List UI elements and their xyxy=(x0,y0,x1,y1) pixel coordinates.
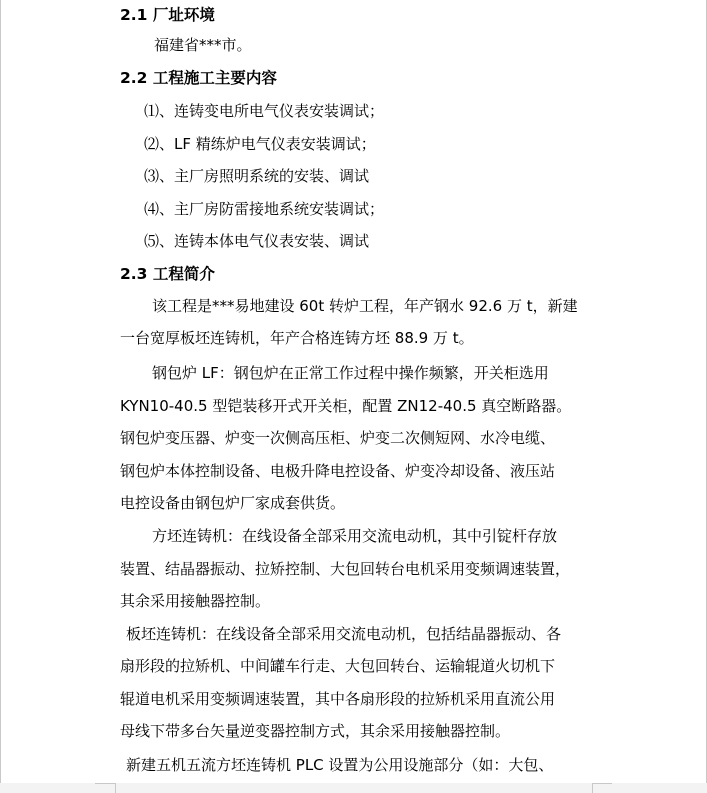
corner-mark-right xyxy=(592,783,612,784)
paragraph-line xyxy=(0,654,707,678)
paragraph-line xyxy=(0,491,707,515)
list-item xyxy=(0,164,707,188)
paragraph-text: KYN10-40.5 型铠装移开式开关柜，配置 ZN12-40.5 真空断路器。 xyxy=(120,397,572,415)
paragraph-line xyxy=(0,326,707,350)
paragraph-line xyxy=(0,361,707,385)
construction-item: ⑷、主厂房防雷接地系统安装调试； xyxy=(144,200,385,218)
paragraph-text: 母线下带多台矢量逆变器控制方式，其余采用接触器控制。 xyxy=(120,722,511,740)
paragraph-line xyxy=(0,294,707,318)
paragraph-text: 板坯连铸机：在线设备全部采用交流电动机，包括结晶器振动、各 xyxy=(126,625,562,643)
section-heading xyxy=(0,66,707,90)
section-2-1-heading: 2.1 厂址环境 xyxy=(120,6,215,24)
construction-item: ⑴、连铸变电所电气仪表安装调试； xyxy=(144,102,385,120)
paragraph-line xyxy=(0,753,707,777)
paragraph-text: 该工程是***易地建设 60t 转炉工程，年产钢水 92.6 万 t，新建 xyxy=(152,297,578,315)
corner-mark-left xyxy=(95,783,115,784)
paragraph-line xyxy=(0,622,707,646)
list-item xyxy=(0,229,707,253)
page-bottom-strip xyxy=(0,783,707,793)
paragraph-line xyxy=(0,524,707,548)
list-item xyxy=(0,132,707,156)
paragraph-line xyxy=(0,557,707,581)
corner-mark-left-v xyxy=(115,783,116,793)
paragraph-line xyxy=(0,426,707,450)
paragraph-text: 新建五机五流方坯连铸机 PLC 设置为公用设施部分（如：大包、 xyxy=(126,756,554,774)
section-heading xyxy=(0,262,707,286)
paragraph-line xyxy=(0,589,707,613)
paragraph-line xyxy=(0,459,707,483)
section-2-2-heading: 2.2 工程施工主要内容 xyxy=(120,69,277,87)
body-text-line xyxy=(0,33,707,57)
paragraph-text: 电控设备由钢包炉厂家成套供货。 xyxy=(120,494,346,512)
paragraph-text: 方坯连铸机：在线设备全部采用交流电动机，其中引锭杆存放 xyxy=(152,527,558,545)
section-2-3-heading: 2.3 工程简介 xyxy=(120,265,215,283)
paragraph-line xyxy=(0,719,707,743)
section-heading xyxy=(0,3,707,27)
paragraph-text: 装置、结晶器振动、拉矫控制、大包回转台电机采用变频调速装置， xyxy=(120,560,571,578)
list-item xyxy=(0,99,707,123)
corner-mark-right-v xyxy=(592,783,593,793)
paragraph-text: 一台宽厚板坯连铸机，年产合格连铸方坯 88.9 万 t。 xyxy=(120,329,474,347)
factory-location-text: 福建省***市。 xyxy=(154,36,252,54)
paragraph-text: 其余采用接触器控制。 xyxy=(120,592,271,610)
list-item xyxy=(0,197,707,221)
paragraph-line xyxy=(0,394,707,418)
construction-item: ⑵、LF 精练炉电气仪表安装调试； xyxy=(144,135,376,153)
paragraph-line xyxy=(0,687,707,711)
construction-item: ⑶、主厂房照明系统的安装、调试 xyxy=(144,167,370,185)
paragraph-text: 扇形段的拉矫机、中间罐车行走、大包回转台、运输辊道火切机下 xyxy=(120,657,556,675)
paragraph-text: 钢包炉变压器、炉变一次侧高压柜、炉变二次侧短网、水冷电缆、 xyxy=(120,429,556,447)
construction-item: ⑸、连铸本体电气仪表安装、调试 xyxy=(144,232,370,250)
paragraph-text: 辊道电机采用变频调速装置，其中各扇形段的拉矫机采用直流公用 xyxy=(120,690,556,708)
paragraph-text: 钢包炉 LF：钢包炉在正常工作过程中操作频繁，开关柜选用 xyxy=(152,364,549,382)
paragraph-text: 钢包炉本体控制设备、电极升降电控设备、炉变冷却设备、液压站 xyxy=(120,462,556,480)
